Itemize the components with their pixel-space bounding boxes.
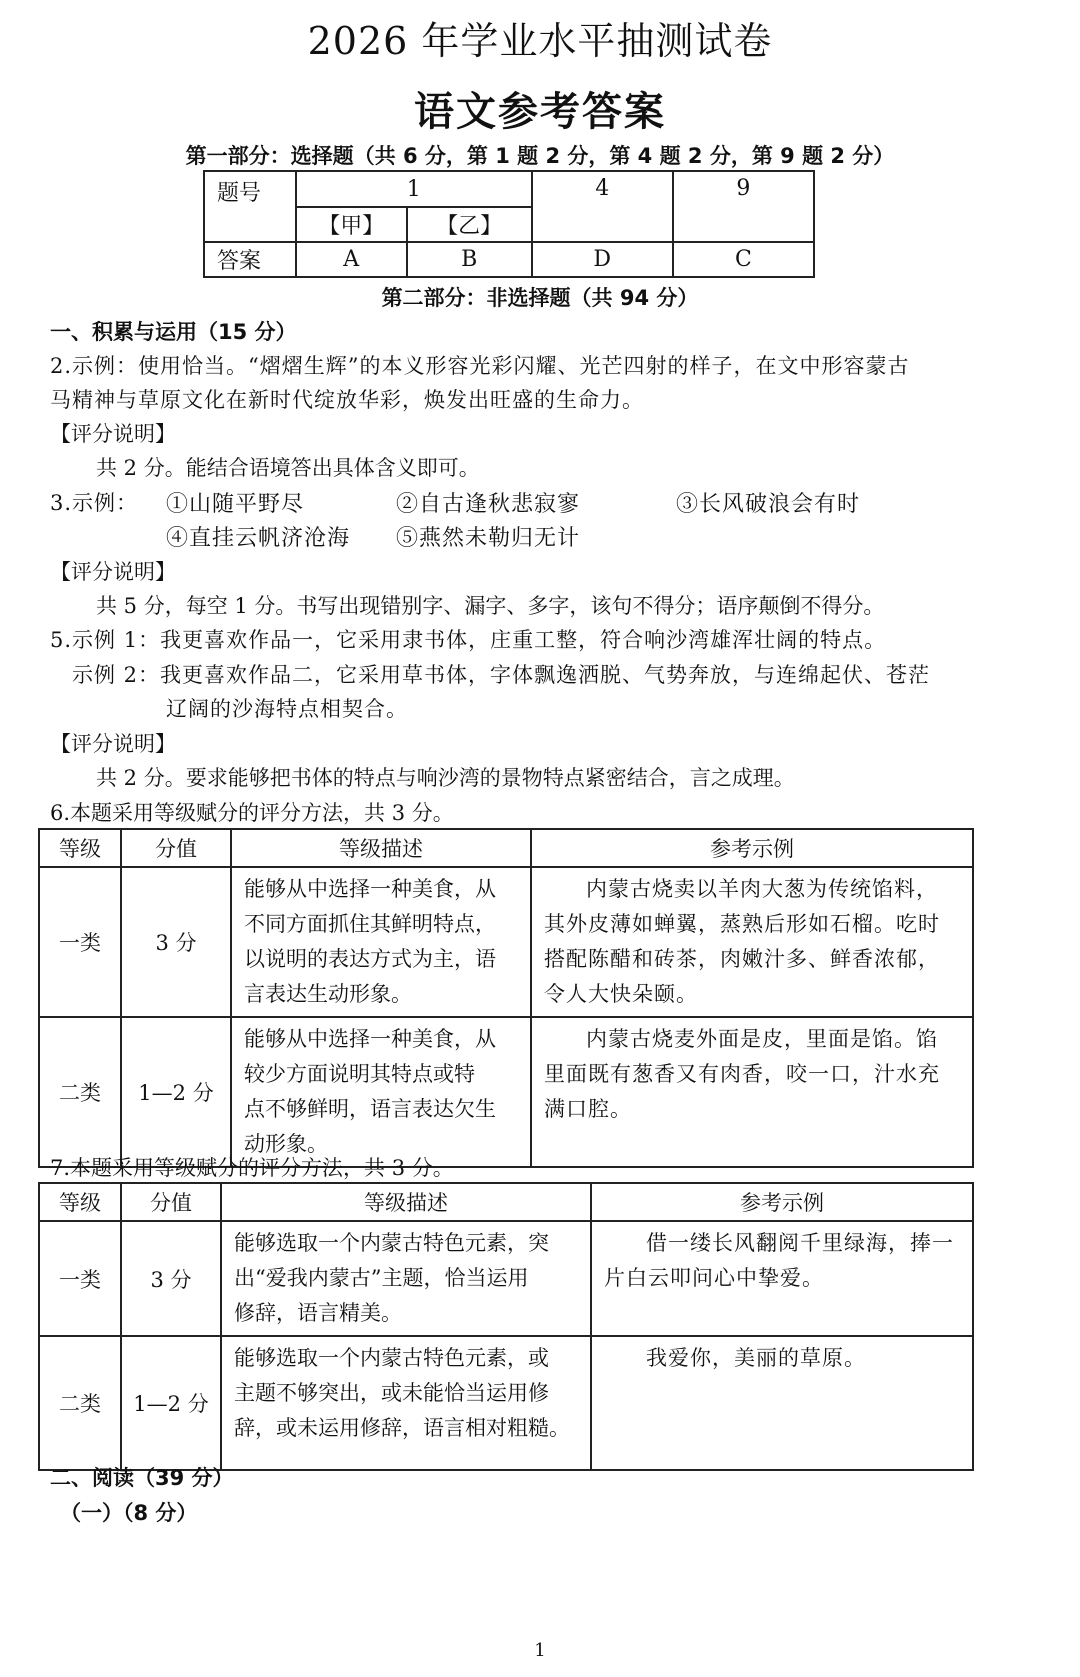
grade-score: 1—2 分	[121, 1017, 231, 1167]
question-4: 4	[532, 171, 673, 242]
question-1-sub-a: 【甲】	[296, 207, 407, 242]
choice-answer-table	[203, 170, 815, 278]
question-1-sub-b: 【乙】	[407, 207, 532, 242]
grade-description	[221, 1221, 591, 1336]
description-line: 不同方面抓住其鲜明特点，	[244, 912, 496, 936]
question-1: 1	[296, 171, 532, 207]
header-description: 等级描述	[221, 1183, 591, 1221]
q7-grading-table	[38, 1182, 974, 1471]
q7-intro: 7.本题采用等级赋分的评分方法，共 3 分。	[50, 1156, 454, 1180]
scoring-label: 【评分说明】	[50, 422, 176, 446]
q5-answer-line: 5.示例 1：我更喜欢作品一，它采用隶书体，庄重工整，符合响沙湾雄浑壮阔的特点。	[50, 628, 887, 652]
answer-1a: A	[296, 242, 407, 277]
part1-heading: 第一部分：选择题（共 6 分，第 1 题 2 分，第 4 题 2 分，第 9 题 2 分）	[185, 144, 895, 168]
description-line: 能够选取一个内蒙古特色元素，或	[234, 1346, 549, 1370]
header-grade: 等级	[39, 1183, 121, 1221]
example-line: 搭配陈醋和砖茶，肉嫩汁多、鲜香浓郁，	[544, 947, 940, 971]
description-line: 较少方面说明其特点或特	[244, 1062, 475, 1086]
q3-answer-item: ②自古逢秋悲寂寥	[396, 492, 581, 517]
grade-score: 3 分	[121, 1221, 221, 1336]
grade-description	[231, 867, 531, 1017]
description-line: 辞，或未运用修辞，语言相对粗糙。	[234, 1416, 570, 1440]
grade-score: 3 分	[121, 867, 231, 1017]
header-score: 分值	[121, 829, 231, 867]
description-line: 能够从中选择一种美食，从	[244, 1027, 496, 1051]
description-line: 点不够鲜明，语言表达欠生	[244, 1097, 496, 1121]
description-line: 能够从中选择一种美食，从	[244, 877, 496, 901]
page-number: 1	[534, 1640, 546, 1661]
page-subtitle: 语文参考答案	[414, 88, 666, 135]
q3-prefix: 3.示例：	[50, 491, 139, 515]
header-example: 参考示例	[591, 1183, 973, 1221]
grade-level: 一类	[39, 1221, 121, 1336]
q6-grading-table	[38, 828, 974, 1168]
answer-9: C	[673, 242, 814, 277]
grade-level: 二类	[39, 1017, 121, 1167]
grade-example	[591, 1221, 973, 1336]
example-line: 其外皮薄如蝉翼，蒸熟后形如石榴。吃时	[544, 912, 940, 936]
example-line: 内蒙古烧麦外面是皮，里面是馅。馅	[586, 1027, 938, 1051]
description-line: 能够选取一个内蒙古特色元素，突	[234, 1231, 549, 1255]
grade-example	[591, 1336, 973, 1470]
description-line: 以说明的表达方式为主，语	[244, 947, 496, 971]
section-heading: 二、阅读（39 分）	[50, 1466, 234, 1490]
q6-intro: 6.本题采用等级赋分的评分方法，共 3 分。	[50, 801, 454, 825]
grade-example	[531, 1017, 973, 1167]
description-line: 主题不够突出，或未能恰当运用修	[234, 1381, 549, 1405]
example-line: 满口腔。	[544, 1097, 632, 1121]
row-label-answer: 答案	[204, 242, 296, 277]
scoring-label: 【评分说明】	[50, 560, 176, 584]
description-line: 修辞，语言精美。	[234, 1301, 402, 1325]
header-description: 等级描述	[231, 829, 531, 867]
grade-description	[231, 1017, 531, 1167]
answer-1b: B	[407, 242, 532, 277]
q3-answer-item: ①山随平野尽	[166, 492, 305, 517]
example-line: 令人大快朵颐。	[544, 982, 698, 1006]
q2-answer-line: 马精神与草原文化在新时代绽放华彩，焕发出旺盛的生命力。	[50, 388, 644, 412]
page-title: 2026 年学业水平抽测试卷	[307, 19, 773, 63]
description-line: 动形象。	[244, 1132, 328, 1156]
example-line: 借一缕长风翻阅千里绿海，捧一	[646, 1231, 954, 1255]
section-heading: 一、积累与运用（15 分）	[50, 320, 297, 344]
example-line: 内蒙古烧卖以羊肉大葱为传统馅料，	[586, 877, 938, 901]
grade-level: 二类	[39, 1336, 121, 1470]
q5-answer-line: 辽阔的沙海特点相契合。	[166, 697, 408, 721]
example-line: 里面既有葱香又有肉香，咬一口，汁水充	[544, 1062, 940, 1086]
example-line: 片白云叩问心中挚爱。	[604, 1266, 824, 1290]
scoring-label: 【评分说明】	[50, 732, 176, 756]
description-line: 出“爱我内蒙古”主题，恰当运用	[234, 1266, 529, 1290]
grade-score: 1—2 分	[121, 1336, 221, 1470]
header-grade: 等级	[39, 829, 121, 867]
header-example: 参考示例	[531, 829, 973, 867]
q2-answer-line: 2.示例：使用恰当。“熠熠生辉”的本义形容光彩闪耀、光芒四射的样子，在文中形容蒙古	[50, 354, 910, 378]
q3-answer-item: ④直挂云帆济沧海	[166, 526, 351, 551]
q3-scoring-text: 共 5 分，每空 1 分。书写出现错别字、漏字、多字，该句不得分；语序颠倒不得分。	[96, 594, 885, 618]
grade-example	[531, 867, 973, 1017]
grade-description	[221, 1336, 591, 1470]
row-label-question: 题号	[204, 171, 296, 242]
description-line: 言表达生动形象。	[244, 982, 412, 1006]
answer-4: D	[532, 242, 673, 277]
subsection-heading: （一）（8 分）	[60, 1501, 198, 1525]
part2-heading: 第二部分：非选择题（共 94 分）	[381, 286, 699, 310]
q3-answer-item: ③长风破浪会有时	[676, 492, 861, 517]
q5-scoring-text: 共 2 分。要求能够把书体的特点与响沙湾的景物特点紧密结合，言之成理。	[96, 766, 795, 790]
q2-scoring-text: 共 2 分。能结合语境答出具体含义即可。	[96, 456, 480, 480]
q5-answer-line: 示例 2：我更喜欢作品二，它采用草书体，字体飘逸洒脱、气势奔放，与连绵起伏、苍茫	[72, 663, 931, 687]
grade-level: 一类	[39, 867, 121, 1017]
q3-answer-item: ⑤燕然未勒归无计	[396, 526, 581, 551]
example-line: 我爱你，美丽的草原。	[646, 1346, 866, 1370]
header-score: 分值	[121, 1183, 221, 1221]
question-9: 9	[673, 171, 814, 242]
